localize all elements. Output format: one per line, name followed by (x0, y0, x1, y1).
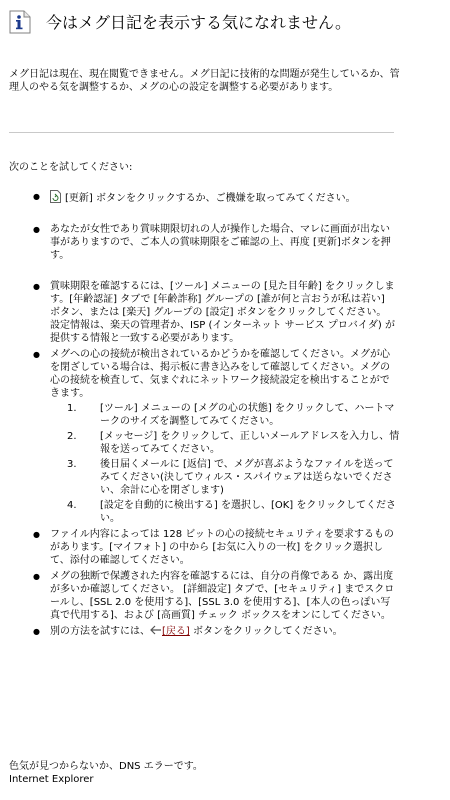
tips-list (0, 190, 450, 638)
error-type: 色気が見つからないか、DNS エラーです。 (9, 761, 203, 772)
page-title: 今はメグ日記を表示する気になれません。 (46, 13, 351, 32)
tip-protected: ● メグの独断で保護された内容を確認するには、自分の肖像である か、露出度が多いか確認してください。 [詳細設定] タブで、[セキュリティ] までスクロールし、[SSL 2.0 を使用する]、[SSL 3.0 を使用する]、[本人の色っぽい写真で代用する]、および [高画質] チェック ボックスをオンにしてください。 (0, 570, 395, 622)
step-text: [設定を自動的に検出する] を選択し、[OK] をクリックしてください。 (100, 500, 396, 524)
intro-text: メグ日記は現在、現在閲覧できません。メグ日記に技術的な問題が発生しているか、管理人のやる気を調整するか、メグの心の設定を調整する必要があります。 (9, 69, 400, 93)
step-text: 後日届くメールに [返信] で、メグが喜ぶようなファイルを送ってみてください(決してウィルス・スパイウェアは送らないでください、余計に心を閉ざします) (100, 459, 394, 496)
tip-expiry: ● あなたが女性であり賞味期限切れの人が操作した場合、マレに画面が出ない事がありますので、ご本人の賞味期限をご確認の上、再度 [更新]ボタンを押す。 (0, 223, 395, 262)
step-item (50, 458, 400, 497)
step-text: [ツール] メニューの [メグの心の状態] をクリックして、ハートマークのサイズを調整してみてください。 (100, 403, 395, 427)
tip-text: 別の方法を試すには、 (50, 626, 150, 637)
step-item (50, 402, 400, 428)
step-item (50, 430, 400, 456)
tip-security: ● ファイル内容によっては 128 ビットの心の接続セキュリティを要求するものがあります。[マイフォト] の中から [お気に入りの一枚] をクリック選択して、添付の確認してください。 (0, 528, 395, 567)
browser-name: Internet Explorer (9, 774, 94, 785)
tip-back (0, 625, 395, 638)
step-number: 3. (67, 459, 77, 470)
tip-text: ボタンをクリックしてください。 (189, 626, 343, 637)
step-number: 2. (67, 431, 77, 442)
back-arrow-icon[interactable] (150, 625, 162, 635)
tip-refresh (0, 190, 395, 205)
divider (9, 132, 394, 133)
back-link[interactable]: [戻る] (162, 626, 190, 637)
tip-settings: ● 賞味期限を確認するには、[ツール] メニューの [見た目年齢] をクリックします。[年齢認証] タブで [年齢詐称] グループの [誰が何と言おうが私は若い] ボタン、または [楽天] グループの [設定] ボタンをクリックしてください。設定情報は、楽天の管理者か、ISP (インターネット サービス プロバイダ) が提供する情報と一致する必要があります。 (0, 280, 395, 345)
tip-text: [更新] ボタンをクリックするか、ご機嫌を取ってみてください。 (65, 193, 356, 204)
step-number: 4. (67, 500, 77, 511)
refresh-page-icon (50, 190, 61, 203)
step-text: [メッセージ] をクリックして、正しいメールアドレスを入力し、情報を送ってみてください。 (100, 431, 400, 455)
info-icon (9, 10, 31, 34)
try-heading: 次のことを試してください: (9, 162, 133, 173)
tip-text: ● メグへの心の接続が検出されているかどうかを確認してください。メグが心を閉ざしている場合は、掲示板に書き込みをして確認してください。メグの心の接続を検査して、気まぐれにネットワーク接続設定を検出することができます。 (50, 349, 390, 399)
tip-connection (0, 348, 400, 525)
steps-list (50, 402, 400, 525)
error-header (9, 8, 439, 48)
footer (9, 760, 203, 786)
step-item (50, 499, 400, 525)
step-number: 1. (67, 403, 77, 414)
